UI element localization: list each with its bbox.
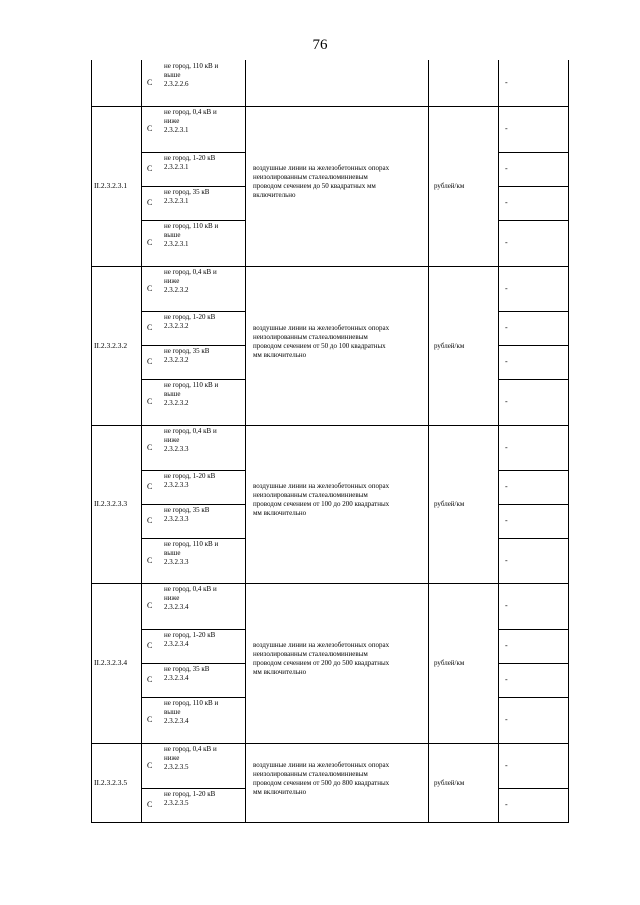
row-class-letter: С [147,715,153,724]
table-hline [141,311,246,312]
table-vline [568,60,569,823]
row-class-letter: С [147,555,153,565]
row-value: - [505,164,508,173]
row-value: - [505,760,508,770]
row-class-letter: С [147,124,153,133]
group-code: II.2.3.2.3.1 [94,181,128,190]
row-level-label: не город, 35 кВ 2.3.2.3.2 [164,347,210,364]
row-level-label: не город, 35 кВ 2.3.2.3.4 [164,665,210,682]
row-level-label: не город, 110 кВ и выше 2.3.2.3.1 [164,222,219,248]
table-hline [498,538,569,539]
table-hline [141,504,246,505]
table-hline [91,583,569,584]
group-description: воздушные линии на железобетонных опорах неизолированным сталеалюминиевым проводом сечением от 50 до 100 квадратных мм включительно [253,323,390,359]
group-unit: рублей/км [434,778,465,787]
group-description: воздушные линии на железобетонных опорах неизолированным сталеалюминиевым проводом сечением от 100 до 200 квадратных мм включительно [253,482,390,517]
table-hline [141,186,246,187]
row-value: - [505,124,508,133]
table-hline [91,822,569,823]
row-value: - [505,323,508,332]
row-class-letter: С [147,516,153,525]
row-value: - [505,675,508,684]
group-unit: рублей/км [434,500,465,508]
table-hline [141,697,246,698]
group-code: II.2.3.2.3.4 [94,658,128,667]
table-vline [498,60,499,823]
table-hline [498,152,569,153]
row-value: - [505,715,508,724]
row-class-letter: С [147,198,153,207]
row-class-letter: С [147,601,153,610]
table-hline [141,663,246,664]
row-class-letter: С [147,675,153,684]
row-class-letter: С [147,397,153,406]
table-hline [141,220,246,221]
group-unit: рублей/км [434,182,465,190]
table-hline [498,663,569,664]
row-level-label: не город, 110 кВ и выше 2.3.2.2.6 [164,62,219,88]
row-level-label: не город, 0,4 кВ и ниже 2.3.2.3.3 [164,427,217,453]
row-class-letter: С [147,641,153,650]
table-hline [91,266,569,267]
table-vline [245,60,246,823]
row-class-letter: С [147,78,153,87]
group-unit: рублей/км [434,659,465,667]
row-class-letter: С [147,482,153,491]
row-class-letter: С [147,323,153,332]
row-value: - [505,283,508,293]
row-level-label: не город, 0,4 кВ и ниже 2.3.2.3.4 [164,585,217,611]
table-hline [141,379,246,380]
table-hline [91,743,569,744]
table-hline [498,629,569,630]
row-level-label: не город, 0,4 кВ и ниже 2.3.2.3.5 [164,745,217,771]
table-hline [141,629,246,630]
table-hline [498,220,569,221]
row-value: - [505,397,508,406]
table-hline [91,425,569,426]
row-class-letter: С [147,442,153,452]
row-class-letter: С [147,760,153,770]
row-level-label: не город, 1-20 кВ 2.3.2.3.4 [164,631,216,648]
row-value: - [505,198,508,207]
group-description: воздушные линии на железобетонных опорах неизолированным сталеалюминиевым проводом сечением от 500 до 800 квадратных мм включительно [253,760,390,796]
table-vline [91,60,92,823]
table-hline [141,538,246,539]
row-level-label: не город, 0,4 кВ и ниже 2.3.2.3.1 [164,108,217,134]
row-class-letter: С [147,164,153,173]
row-level-label: не город, 110 кВ и выше 2.3.2.3.4 [164,699,219,725]
row-level-label: не город, 35 кВ 2.3.2.3.3 [164,506,210,523]
table-hline [498,470,569,471]
table-hline [91,106,569,107]
group-description: воздушные линии на железобетонных опорах неизолированным сталеалюминиевым проводом сечением до 50 квадратных мм включительно [253,164,390,199]
group-description: воздушные линии на железобетонных опорах неизолированным сталеалюминиевым проводом сечением от 200 до 500 квадратных мм включительно [253,641,390,676]
row-value: - [505,516,508,525]
row-class-letter: С [147,357,153,366]
row-class-letter: С [147,800,153,809]
group-code: II.2.3.2.3.3 [94,499,128,508]
table-hline [141,788,246,789]
table-hline [498,345,569,346]
table-hline [141,152,246,153]
row-level-label: не город, 0,4 кВ и ниже 2.3.2.3.2 [164,268,217,294]
table-hline [498,788,569,789]
table-hline [498,504,569,505]
group-unit: рублей/км [434,341,465,350]
row-level-label: не город, 35 кВ 2.3.2.3.1 [164,188,210,205]
page-number: 76 [312,37,328,53]
row-class-letter: С [147,283,153,293]
table-vline [141,60,142,823]
table-hline [498,186,569,187]
row-class-letter: С [147,238,153,247]
row-level-label: не город, 1-20 кВ 2.3.2.3.3 [164,472,216,489]
row-level-label: не город, 1-20 кВ 2.3.2.3.2 [164,313,216,330]
row-value: - [505,482,508,491]
row-level-label: не город, 1-20 кВ 2.3.2.3.5 [164,790,216,807]
table-hline [141,345,246,346]
row-value: - [505,601,508,610]
row-value: - [505,555,508,565]
table-hline [498,379,569,380]
row-value: - [505,78,508,87]
table-vline [428,60,429,823]
row-level-label: не город, 110 кВ и выше 2.3.2.3.2 [164,381,219,407]
row-value: - [505,442,508,452]
row-level-label: не город, 110 кВ и выше 2.3.2.3.3 [164,540,219,566]
table-hline [141,470,246,471]
table-hline [498,311,569,312]
row-value: - [505,641,508,650]
row-value: - [505,357,508,366]
row-value: - [505,238,508,247]
row-level-label: не город, 1-20 кВ 2.3.2.3.1 [164,154,216,171]
table-hline [498,697,569,698]
group-code: II.2.3.2.3.2 [94,340,128,350]
row-value: - [505,800,508,809]
group-code: II.2.3.2.3.5 [94,777,128,787]
